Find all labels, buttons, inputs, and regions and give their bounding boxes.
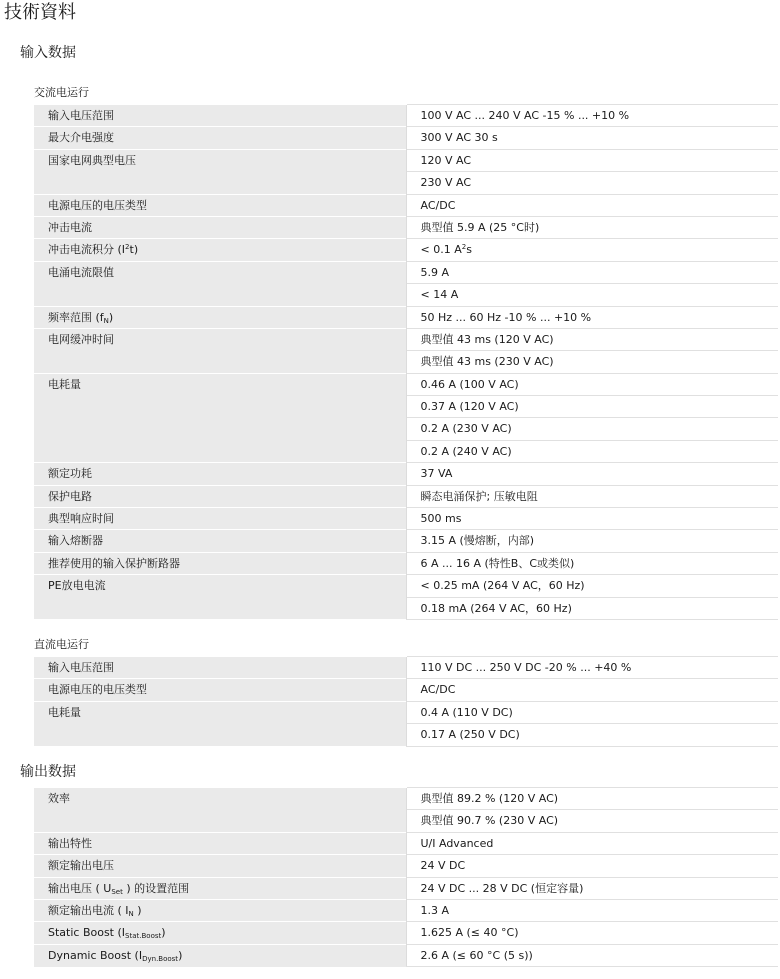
spec-value: 2.6 A (≤ 60 °C (5 s)) xyxy=(406,944,778,966)
table-row xyxy=(34,944,778,966)
spec-label: 典型响应时间 xyxy=(34,508,406,530)
table-row xyxy=(34,552,778,574)
table-row xyxy=(34,306,778,328)
table-row xyxy=(34,877,778,899)
spec-value: 0.2 A (230 V AC) xyxy=(406,418,778,440)
spec-value: 120 V AC xyxy=(406,149,778,171)
spec-label: 电源电压的电压类型 xyxy=(34,194,406,216)
spec-value: 100 V AC ... 240 V AC -15 % ... +10 % xyxy=(406,105,778,127)
section-title-output: 输出数据 xyxy=(20,764,76,780)
spec-value: 0.4 A (110 V DC) xyxy=(406,701,778,723)
table-row xyxy=(34,832,778,854)
spec-label: 冲击电流 xyxy=(34,216,406,238)
spec-value: 0.46 A (100 V AC) xyxy=(406,373,778,395)
table-row xyxy=(34,575,778,597)
spec-value: 典型值 90.7 % (230 V AC) xyxy=(406,810,778,832)
table-row xyxy=(34,463,778,485)
spec-label: 冲击电流积分 $(I^2t)$ xyxy=(34,239,406,261)
spec-label: 频率范围 $(f_N)$ xyxy=(34,306,406,328)
spec-value: 3.15 A (慢熔断，内部) xyxy=(406,530,778,552)
table-row xyxy=(34,530,778,552)
spec-value: 典型值 43 ms (230 V AC) xyxy=(406,351,778,373)
table-row xyxy=(34,508,778,530)
spec-label: 电网缓冲时间 xyxy=(34,328,406,373)
spec-label: 电耗量 xyxy=(34,373,406,463)
spec-value: 6 A ... 16 A (特性B、C或类似) xyxy=(406,552,778,574)
spec-value: < 0.1 $A^2s$ xyxy=(406,239,778,261)
output-spec-table xyxy=(34,787,778,967)
spec-value: 50 Hz ... 60 Hz -10 % ... +10 % xyxy=(406,306,778,328)
table-row xyxy=(34,373,778,395)
spec-value: 24 V DC ... 28 V DC (恒定容量) xyxy=(406,877,778,899)
spec-label: PE放电电流 xyxy=(34,575,406,620)
ac-spec-table xyxy=(34,104,778,620)
spec-label: 额定输出电压 xyxy=(34,855,406,877)
spec-value: 300 V AC 30 s xyxy=(406,127,778,149)
spec-label: 国家电网典型电压 xyxy=(34,149,406,194)
table-row xyxy=(34,855,778,877)
spec-value: < 0.25 mA (264 V AC，60 Hz) xyxy=(406,575,778,597)
section-title-input: 输入数据 xyxy=(20,45,76,61)
spec-value: 5.9 A xyxy=(406,261,778,283)
table-row xyxy=(34,239,778,261)
spec-label: 输入电压范围 xyxy=(34,657,406,679)
spec-value: AC/DC xyxy=(406,194,778,216)
spec-label: 额定输出电流 ( $I_N$ ) xyxy=(34,899,406,921)
spec-label: Dynamic Boost $(I_{Dyn.Boost})$ xyxy=(34,944,406,966)
table-row xyxy=(34,127,778,149)
spec-label: 输出电压 ( $U_{Set}$ ) 的设置范围 xyxy=(34,877,406,899)
spec-value: 典型值 89.2 % (120 V AC) xyxy=(406,788,778,810)
table-row xyxy=(34,679,778,701)
spec-label: Static Boost $(I_{Stat.Boost})$ xyxy=(34,922,406,944)
spec-label: 最大介电强度 xyxy=(34,127,406,149)
table-row xyxy=(34,105,778,127)
table-row xyxy=(34,194,778,216)
spec-label: 推荐使用的输入保护断路器 xyxy=(34,552,406,574)
spec-label: 效率 xyxy=(34,788,406,833)
spec-value: AC/DC xyxy=(406,679,778,701)
table-row xyxy=(34,922,778,944)
spec-value: < 14 A xyxy=(406,284,778,306)
spec-value: 瞬态电涌保护; 压敏电阻 xyxy=(406,485,778,507)
spec-label: 输出特性 xyxy=(34,832,406,854)
table-row xyxy=(34,261,778,283)
spec-label: 额定功耗 xyxy=(34,463,406,485)
spec-value: 0.18 mA (264 V AC，60 Hz) xyxy=(406,597,778,619)
spec-value: 典型值 5.9 A (25 °C时) xyxy=(406,216,778,238)
spec-label: 电耗量 xyxy=(34,701,406,746)
spec-value: 0.17 A (250 V DC) xyxy=(406,724,778,746)
table-row xyxy=(34,788,778,810)
spec-value: 典型值 43 ms (120 V AC) xyxy=(406,328,778,350)
table-row xyxy=(34,657,778,679)
spec-value: 24 V DC xyxy=(406,855,778,877)
group-title-ac: 交流电运行 xyxy=(34,86,89,99)
spec-label: 电源电压的电压类型 xyxy=(34,679,406,701)
spec-value: 110 V DC ... 250 V DC -20 % ... +40 % xyxy=(406,657,778,679)
group-title-dc: 直流电运行 xyxy=(34,638,89,651)
table-row xyxy=(34,899,778,921)
spec-value: 0.37 A (120 V AC) xyxy=(406,396,778,418)
spec-value: 1.625 A (≤ 40 °C) xyxy=(406,922,778,944)
table-row xyxy=(34,485,778,507)
spec-value: 500 ms xyxy=(406,508,778,530)
spec-value: 1.3 A xyxy=(406,899,778,921)
spec-value: U/I Advanced xyxy=(406,832,778,854)
spec-label: 保护电路 xyxy=(34,485,406,507)
spec-label: 输入熔断器 xyxy=(34,530,406,552)
spec-value: 230 V AC xyxy=(406,172,778,194)
spec-label: 输入电压范围 xyxy=(34,105,406,127)
table-row xyxy=(34,216,778,238)
table-row xyxy=(34,149,778,171)
spec-value: 37 VA xyxy=(406,463,778,485)
table-row xyxy=(34,701,778,723)
spec-value: 0.2 A (240 V AC) xyxy=(406,440,778,462)
spec-label: 电涌电流限值 xyxy=(34,261,406,306)
page-title: 技術資料 xyxy=(4,2,76,23)
dc-spec-table xyxy=(34,656,778,747)
table-row xyxy=(34,328,778,350)
